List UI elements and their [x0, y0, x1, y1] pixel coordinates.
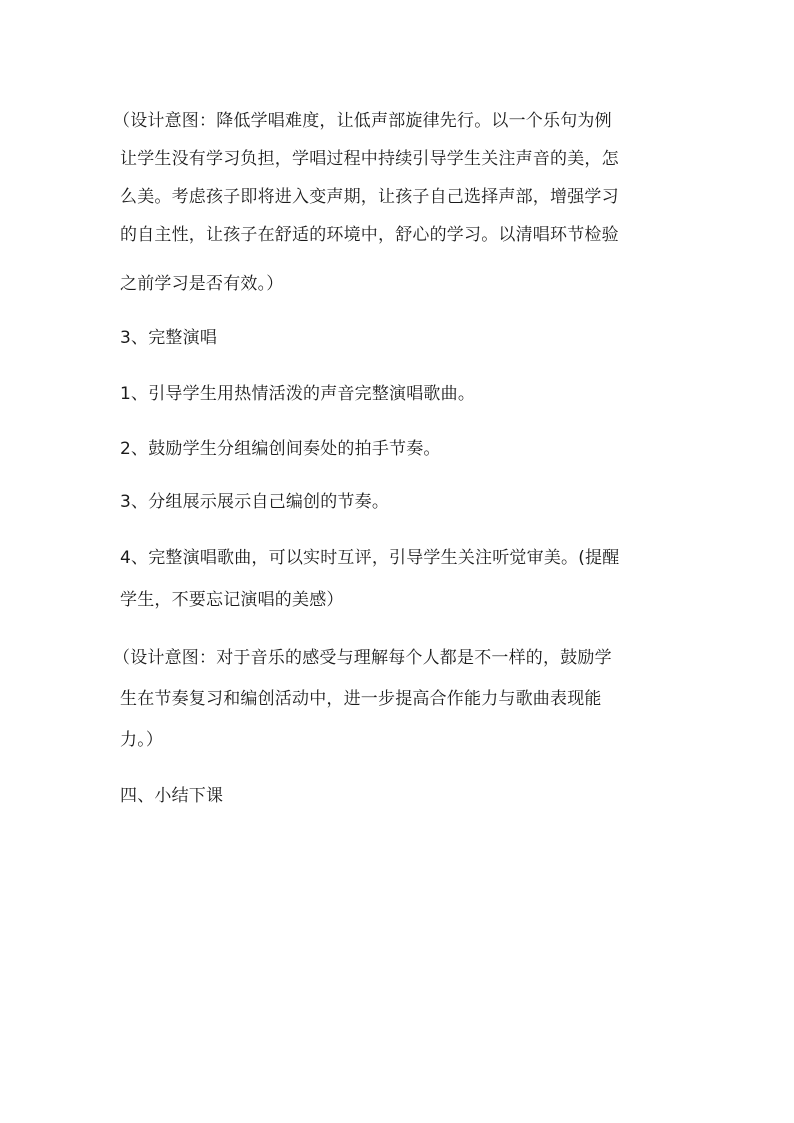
paragraph-line: 让学生没有学习负担，学唱过程中持续引导学生关注声音的美，怎 [120, 149, 619, 169]
paragraph-line: 么美。考虑孩子即将进入变声期，让孩子自己选择声部，增强学习 [120, 187, 619, 207]
paragraph-line: 之前学习是否有效。） [120, 274, 284, 294]
paragraph-line: 的自主性，让孩子在舒适的环境中，舒心的学习。以清唱环节检验 [120, 225, 619, 245]
paragraph-line: 生在节奏复习和编创活动中，进一步提高合作能力与歌曲表现能 [120, 689, 602, 709]
section-heading: 3、完整演唱 [120, 328, 218, 348]
paragraph-line: （设计意图：降低学唱难度，让低声部旋律先行。以一个乐句为例 [113, 111, 612, 131]
step-item: 1、引导学生用热情活泼的声音完整演唱歌曲。 [120, 384, 476, 404]
paragraph-line: 4、完整演唱歌曲，可以实时互评，引导学生关注听觉审美。(提醒 [120, 548, 620, 568]
paragraph-line: 学生，不要忘记演唱的美感） [120, 590, 344, 610]
paragraph-line: 力。） [120, 730, 164, 750]
closing-heading: 四、小结下课 [120, 786, 224, 806]
step-item: 2、鼓励学生分组编创间奏处的拍手节奏。 [120, 439, 441, 459]
paragraph-line: （设计意图：对于音乐的感受与理解每个人都是不一样的，鼓励学 [113, 648, 612, 668]
step-item: 3、分组展示展示自己编创的节奏。 [120, 492, 390, 512]
